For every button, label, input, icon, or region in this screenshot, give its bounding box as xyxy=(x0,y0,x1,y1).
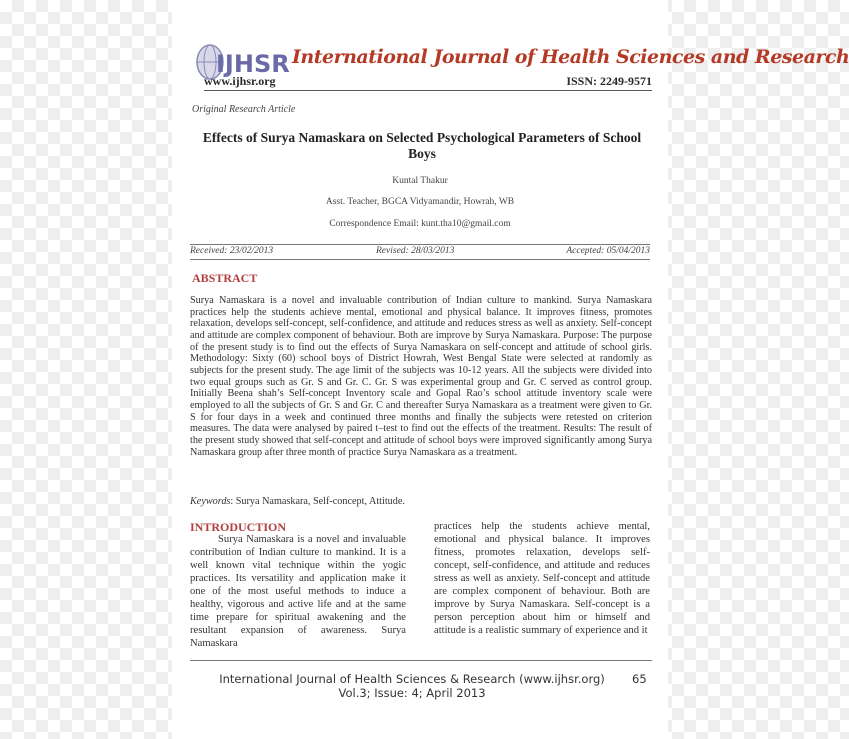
introduction-heading: INTRODUCTION xyxy=(190,520,287,534)
keywords-line xyxy=(190,496,405,507)
author-affiliation: Asst. Teacher, BGCA Vidyamandir, Howrah, WB xyxy=(325,197,515,207)
website-issn-line xyxy=(204,74,652,91)
introduction-column-2: practices help the students achieve mental, emotional and physical balance. It improves fitness, promotes relaxation, develops self-concept, self-confidence, and attitude and reduces stress as well as anxiety. Self-concept and attitude are complex component of behaviour. Both are improve by Surya Namaskara. Self-concept is a person perception about him or himself and attitude is a realistic summary of experience and it xyxy=(434,521,650,636)
footer-volume-line: Vol.3; Issue: 4; April 2013 xyxy=(338,686,486,700)
received-date: Received: 23/02/2013 xyxy=(190,246,274,256)
accepted-date: Accepted: 05/04/2013 xyxy=(566,246,650,256)
keywords-label: Keywords xyxy=(190,496,231,507)
journal-page xyxy=(172,0,849,739)
article-title: Effects of Surya Namaskara on Selected Psychological Parameters of School Boys xyxy=(202,130,642,161)
journal-name: International Journal of Health Sciences and Research xyxy=(292,46,849,68)
introduction-column-1: Surya Namaskara is a novel and invaluable contribution of Indian culture to mankind. It is a well known vital technique within the yogic practices. Its versatility and application make it one of the most useful methods to induce a healthy, vigorous and active life and at the same time prepare for spiritual awakening and the resultant expansion of awareness. Surya Namaskara xyxy=(190,534,406,649)
author-name: Kuntal Thakur xyxy=(392,176,448,186)
article-type: Original Research Article xyxy=(192,104,296,115)
footer-journal-line: International Journal of Health Sciences & Research (www.ijhsr.org) xyxy=(219,672,605,686)
abstract-text: Surya Namaskara is a novel and invaluable contribution of Indian culture to mankind. Surya Namaskara practices help the students achieve mental, emotional and physical balance. It improves fitness, promotes relaxation, develops self-concept, self-confidence, and attitude and reduces stress as well as anxiety. Self-concept and attitude are complex component of behaviour. Both are improve by Surya Namaskara. Purpose: The purpose of the present study is to find out the effects of Surya Namaskara on self-concept and attitude of school girls. Methodology: Sixty (60) school boys of District Howrah, West Bengal State were selected at randomly as subjects for the present study. The age limit of the subjects was 10-12 years. All the subjects were divided into two equal groups such as Gr. S and Gr. C. Gr. S was experimental group and Gr. C served as control group. Initially Beena shah’s Self-concept Inventory scale and Gopal Rao’s school attitude inventory scale were employed to all the subjects of Gr. S and Gr. C and thereafter Surya Namaskara as a treatment were given to Gr. S for four days in a week and continued three months and finally the subjects were retested on criterion measures. The data were analysed by paired t–test to find out the effects of the treatment. Results: The result of the present study showed that self-concept and attitude of school boys were improved significantly among Surya Namaskara group after three month of practice Surya Namaskara as a treatment. xyxy=(190,295,652,458)
page-number: 65 xyxy=(632,672,647,686)
svg-text:IJHSR: IJHSR xyxy=(216,50,290,78)
revised-date: Revised: 28/03/2013 xyxy=(376,246,455,256)
correspondence-email: Correspondence Email: kunt.tha10@gmail.com xyxy=(329,219,511,229)
keywords-list: : Surya Namaskara, Self-concept, Attitude. xyxy=(230,496,405,507)
footer-divider xyxy=(190,660,652,661)
dates-bar xyxy=(190,244,650,260)
abstract-heading: ABSTRACT xyxy=(192,271,258,285)
issn-label: ISSN: 2249-9571 xyxy=(566,74,652,88)
website-link[interactable]: www.ijhsr.org xyxy=(204,74,276,88)
footer-citation xyxy=(212,672,612,700)
